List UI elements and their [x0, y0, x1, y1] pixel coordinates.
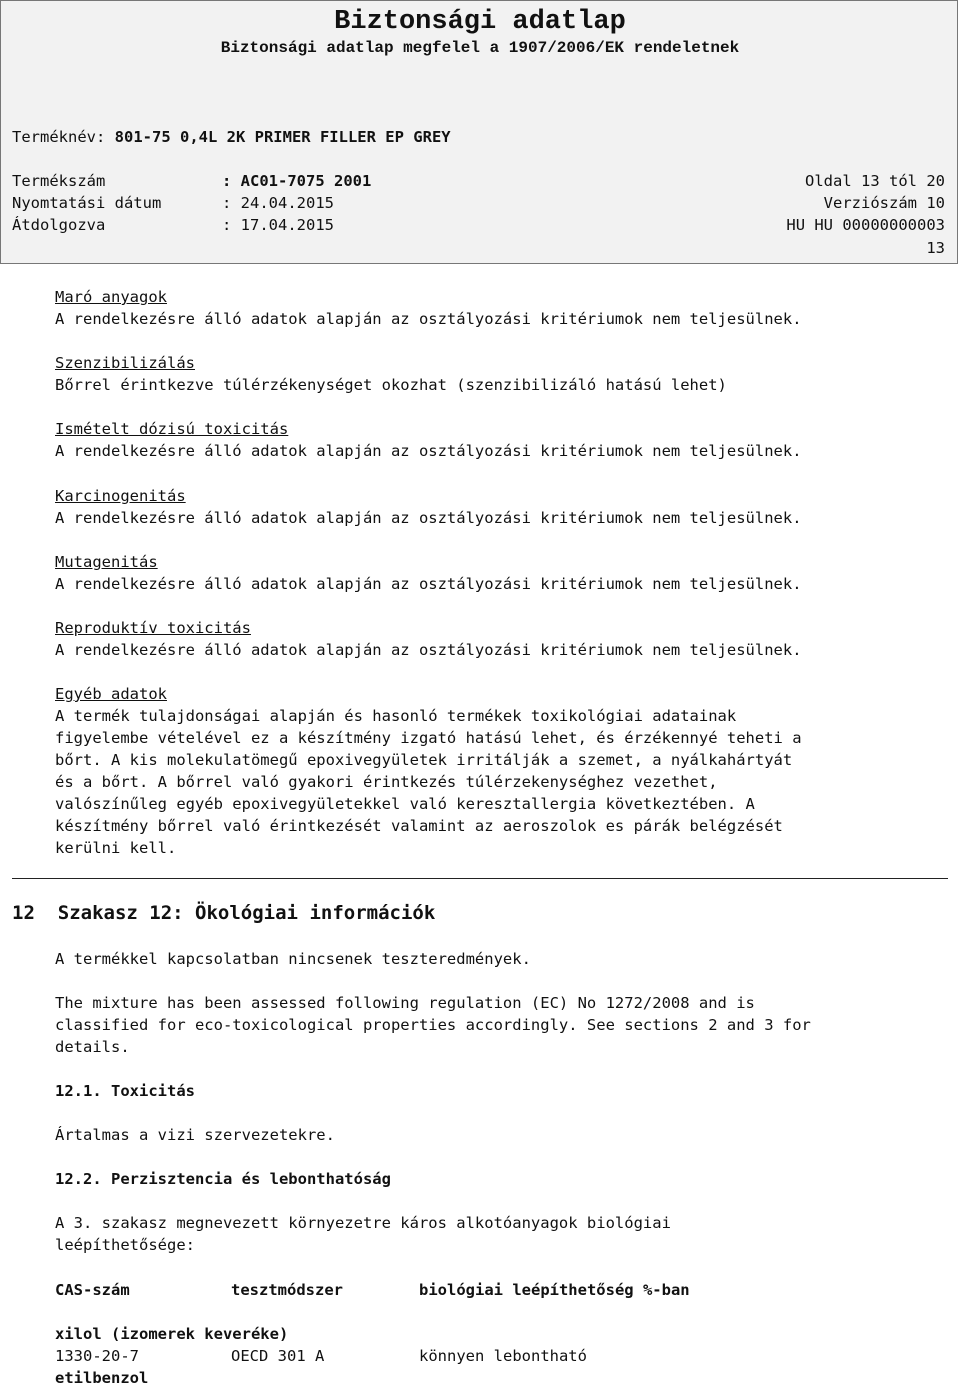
table-cell-method: OECD 301 A	[231, 1347, 325, 1365]
subsection-persistence-text: leépíthetősége:	[55, 1236, 195, 1254]
subsection-persistence-text: A 3. szakasz megnevezett környezetre káros alkotóanyagok biológiai	[55, 1214, 671, 1232]
document-subtitle: Biztonsági adatlap megfelel a 1907/2006/EK rendeletnek	[220, 39, 740, 57]
heading-other-data: Egyéb adatok	[55, 685, 167, 703]
table-cell-result: könnyen lebontható	[419, 1347, 587, 1365]
table-header-result: biológiai leépíthetőség %-ban	[419, 1281, 690, 1299]
text-other-data-line: valószínűleg egyéb epoxivegyületekkel való keresztallergia következtében. A	[55, 795, 755, 813]
meta-document-code: HU HU 00000000003	[786, 216, 945, 234]
heading-repeated-dose: Ismételt dózisú toxicitás	[55, 420, 289, 438]
product-name-row	[12, 126, 451, 148]
text-mutagenicity: A rendelkezésre álló adatok alapján az osztályozási kritériumok nem teljesülnek.	[55, 575, 802, 593]
section-12-intro: A termékkel kapcsolatban nincsenek teszteredmények.	[55, 950, 531, 968]
text-other-data-line: és a bőrt. A bőrrel való gyakori érintkezés túlérzekenységhez vezethet,	[55, 773, 718, 791]
meta-label-revised: Átdolgozva	[12, 216, 106, 234]
meta-version: Verziószám 10	[823, 194, 945, 212]
heading-carcinogenicity: Karcinogenitás	[55, 487, 186, 505]
heading-sensitisation: Szenzibilizálás	[55, 354, 195, 372]
text-sensitisation: Bőrrel érintkezve túlérzékenységet okozhat (szenzibilizáló hatású lehet)	[55, 376, 727, 394]
heading-corrosive: Maró anyagok	[55, 288, 167, 306]
table-cell-cas: 1330-20-7	[55, 1347, 139, 1365]
meta-label-print-date: Nyomtatási dátum	[12, 194, 162, 212]
table-header-method: tesztmódszer	[231, 1281, 343, 1299]
section-12-title: Szakasz 12: Ökológiai információk	[57, 902, 436, 924]
heading-mutagenicity: Mutagenitás	[55, 553, 158, 571]
table-row-substance-name: xilol (izomerek keveréke)	[55, 1325, 289, 1343]
meta-document-code-suffix: 13	[926, 239, 945, 257]
table-row-substance-name: etilbenzol	[55, 1369, 149, 1387]
meta-value-revised: : 17.04.2015	[222, 216, 334, 234]
document-title: Biztonsági adatlap	[334, 7, 626, 37]
meta-value-product-number: : AC01-7075 2001	[222, 172, 372, 190]
section-12-heading	[12, 902, 435, 924]
table-header-cas: CAS-szám	[55, 1281, 130, 1299]
text-other-data-line: A termék tulajdonságai alapján és hasonló termékek toxikológiai adatainak	[55, 707, 737, 725]
text-other-data-line: bőrt. A kis molekulatömegű epoxivegyületek irritálják a szemet, a nyálkahártyát	[55, 751, 793, 769]
meta-label-product-number: Termékszám	[12, 172, 106, 190]
mixture-text-line: The mixture has been assessed following regulation (EC) No 1272/2008 and is	[55, 994, 755, 1012]
text-other-data-line: figyelembe vételével ez a készítmény izgató hatású lehet, és érzékennyé teheti a	[55, 729, 802, 747]
text-reproductive: A rendelkezésre álló adatok alapján az osztályozási kritériumok nem teljesülnek.	[55, 641, 802, 659]
subsection-toxicity-title: 12.1. Toxicitás	[55, 1082, 195, 1100]
section-12-number: 12	[12, 902, 35, 924]
text-other-data-line: kerülni kell.	[55, 839, 177, 857]
subsection-toxicity-text: Ártalmas a vizi szervezetekre.	[55, 1126, 335, 1144]
product-name-value: 801-75 0,4L 2K PRIMER FILLER EP GREY	[114, 128, 451, 146]
meta-value-print-date: : 24.04.2015	[222, 194, 334, 212]
text-other-data-line: készítmény bőrrel való érintkezését valamint az aeroszolok es párák belégzését	[55, 817, 783, 835]
document-header	[0, 0, 958, 264]
text-carcinogenicity: A rendelkezésre álló adatok alapján az osztályozási kritériumok nem teljesülnek.	[55, 509, 802, 527]
meta-page-number: Oldal 13 tól 20	[805, 172, 945, 190]
mixture-text-line: details.	[55, 1038, 130, 1056]
mixture-text-line: classified for eco-toxicological properties accordingly. See sections 2 and 3 for	[55, 1016, 811, 1034]
section-divider	[12, 878, 948, 879]
heading-reproductive: Reproduktív toxicitás	[55, 619, 251, 637]
text-corrosive: A rendelkezésre álló adatok alapján az osztályozási kritériumok nem teljesülnek.	[55, 310, 802, 328]
product-name-label: Terméknév:	[12, 128, 106, 146]
subsection-persistence-title: 12.2. Perzisztencia és lebonthatóság	[55, 1170, 391, 1188]
text-repeated-dose: A rendelkezésre álló adatok alapján az osztályozási kritériumok nem teljesülnek.	[55, 442, 802, 460]
